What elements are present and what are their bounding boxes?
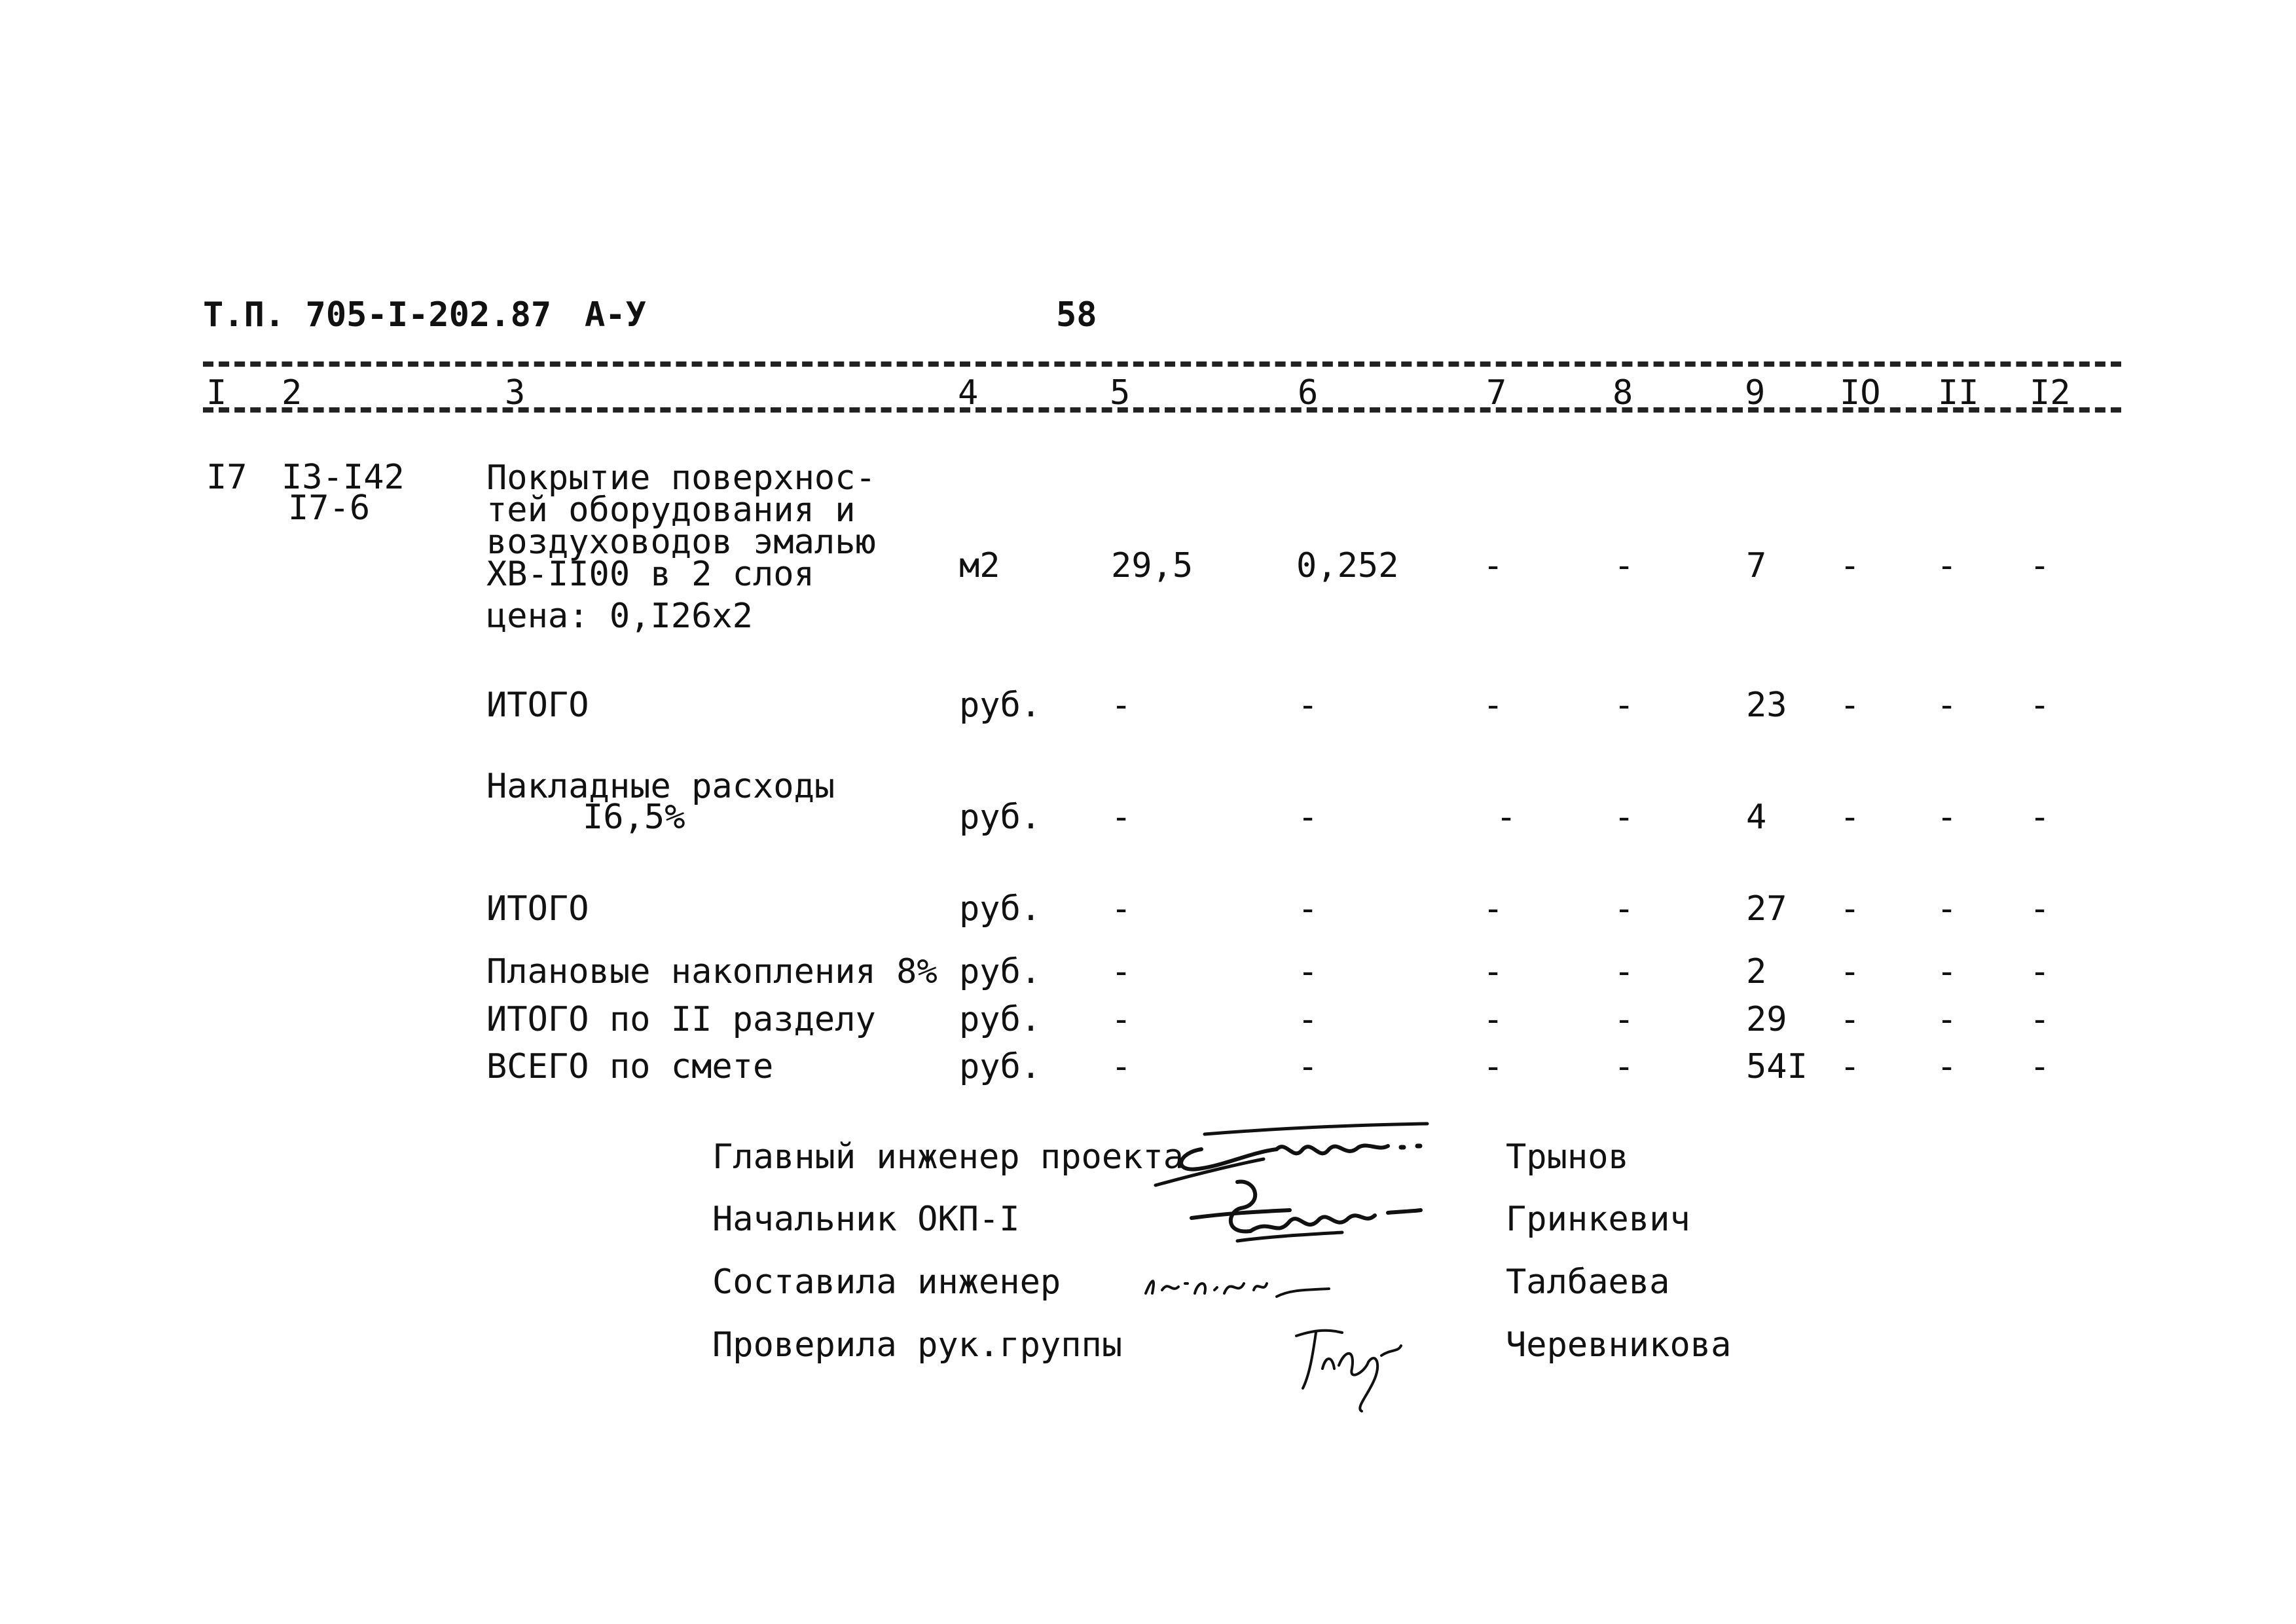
signatory-name: Черевникова xyxy=(1506,1325,1732,1365)
item-col11: - xyxy=(1937,546,1958,585)
row-col5: - xyxy=(1111,952,1132,991)
row-col11: - xyxy=(1937,952,1958,991)
col-header-10: IO xyxy=(1840,373,1881,413)
desc-line: ХВ-II00 в 2 слоя xyxy=(486,555,814,594)
col-header-4: 4 xyxy=(958,373,979,413)
row-col11: - xyxy=(1937,889,1958,929)
row-col12: - xyxy=(2030,889,2050,929)
row-col12: - xyxy=(2030,952,2050,991)
row-col10: - xyxy=(1840,1047,1861,1086)
row-col5: - xyxy=(1111,889,1132,929)
row-col11: - xyxy=(1937,1000,1958,1039)
item-col6: 0,252 xyxy=(1296,546,1399,585)
row-col7: - xyxy=(1496,798,1517,837)
row-col6: - xyxy=(1298,798,1319,837)
row-col7: - xyxy=(1483,952,1504,991)
col-header-1: I xyxy=(206,373,227,413)
item-unit: м2 xyxy=(959,546,1000,585)
handwritten-signature xyxy=(1283,1316,1427,1414)
col-header-5: 5 xyxy=(1110,373,1131,413)
header-bottom-rule xyxy=(203,407,2121,413)
price-note: цена: 0,I26x2 xyxy=(486,597,753,636)
row-col7: - xyxy=(1483,1047,1504,1086)
row-col11: - xyxy=(1937,686,1958,725)
row-col10: - xyxy=(1840,798,1861,837)
row-unit: руб. xyxy=(959,889,1042,929)
item-code-sub: I7-6 xyxy=(288,489,371,528)
row-col8: - xyxy=(1614,889,1635,929)
handwritten-signature xyxy=(1133,1257,1355,1310)
row-col7: - xyxy=(1483,889,1504,929)
row-label: ВСЕГО по смете xyxy=(486,1047,774,1086)
row-col12: - xyxy=(2030,798,2050,837)
row-col9: 29 xyxy=(1746,1000,1787,1039)
row-col5: - xyxy=(1111,1000,1132,1039)
row-col8: - xyxy=(1614,1047,1635,1086)
row-col5: - xyxy=(1111,798,1132,837)
row-unit: руб. xyxy=(959,1000,1042,1039)
signature-role: Начальник ОКП-I xyxy=(712,1200,1020,1239)
row-col9: 54I xyxy=(1746,1047,1808,1086)
row-col9: 23 xyxy=(1746,686,1787,725)
signatory-name: Трынов xyxy=(1506,1137,1629,1177)
row-col12: - xyxy=(2030,686,2050,725)
row-col11: - xyxy=(1937,798,1958,837)
col-header-8: 8 xyxy=(1613,373,1633,413)
row-label: Плановые накопления 8% xyxy=(486,952,938,991)
item-col5: 29,5 xyxy=(1111,546,1194,585)
row-label: Накладные расходы xyxy=(486,767,835,806)
col-header-12: I2 xyxy=(2030,373,2071,413)
item-code: I3-I42 xyxy=(282,458,405,497)
col-header-3: 3 xyxy=(505,373,526,413)
page-number: 58 xyxy=(1056,295,1097,335)
row-label: ИТОГО xyxy=(486,889,589,929)
desc-line: тей оборудования и xyxy=(486,490,856,530)
row-col7: - xyxy=(1483,686,1504,725)
row-col10: - xyxy=(1840,1000,1861,1039)
row-unit: руб. xyxy=(959,1047,1042,1086)
item-col12: - xyxy=(2030,546,2050,585)
desc-line: воздуховодов эмалью xyxy=(486,523,876,562)
row-col10: - xyxy=(1840,686,1861,725)
album-code: А-У xyxy=(585,295,646,335)
item-col7: - xyxy=(1483,546,1504,585)
row-col6: - xyxy=(1298,1000,1319,1039)
row-col12: - xyxy=(2030,1047,2050,1086)
item-col10: - xyxy=(1840,546,1861,585)
row-col6: - xyxy=(1298,686,1319,725)
row-col9: 27 xyxy=(1746,889,1787,929)
signature-role: Главный инженер проекта xyxy=(712,1137,1184,1177)
item-col8: - xyxy=(1614,546,1635,585)
row-col12: - xyxy=(2030,1000,2050,1039)
item-col9: 7 xyxy=(1746,546,1767,585)
row-unit: руб. xyxy=(959,798,1042,837)
row-col10: - xyxy=(1840,889,1861,929)
item-number: I7 xyxy=(206,458,247,497)
row-col11: - xyxy=(1937,1047,1958,1086)
row-col6: - xyxy=(1298,952,1319,991)
row-col8: - xyxy=(1614,952,1635,991)
signature-role: Составила инженер xyxy=(712,1263,1061,1302)
row-col6: - xyxy=(1298,1047,1319,1086)
row-label: ИТОГО xyxy=(486,686,589,725)
row-label-rate: I6,5% xyxy=(583,798,685,837)
row-col9: 4 xyxy=(1746,798,1767,837)
row-col5: - xyxy=(1111,1047,1132,1086)
doc-code: Т.П. 705-I-202.87 xyxy=(203,295,552,335)
desc-line: Покрытие поверхнос- xyxy=(486,458,876,498)
row-unit: руб. xyxy=(959,686,1042,725)
row-col8: - xyxy=(1614,798,1635,837)
col-header-2: 2 xyxy=(282,373,302,413)
row-col8: - xyxy=(1614,1000,1635,1039)
row-col8: - xyxy=(1614,686,1635,725)
signature-role: Проверила рук.группы xyxy=(712,1325,1123,1365)
row-label: ИТОГО по II разделу xyxy=(486,1000,876,1039)
row-unit: руб. xyxy=(959,952,1042,991)
row-col5: - xyxy=(1111,686,1132,725)
item-description xyxy=(486,458,876,594)
row-col9: 2 xyxy=(1746,952,1767,991)
header-top-rule xyxy=(203,361,2121,367)
col-header-6: 6 xyxy=(1298,373,1319,413)
row-col7: - xyxy=(1483,1000,1504,1039)
signatory-name: Гринкевич xyxy=(1506,1200,1690,1239)
col-header-9: 9 xyxy=(1745,373,1766,413)
col-header-11: II xyxy=(1938,373,1979,413)
row-col6: - xyxy=(1298,889,1319,929)
signatory-name: Талбаева xyxy=(1506,1263,1670,1302)
row-col10: - xyxy=(1840,952,1861,991)
col-header-7: 7 xyxy=(1486,373,1507,413)
handwritten-signature xyxy=(1178,1172,1427,1264)
